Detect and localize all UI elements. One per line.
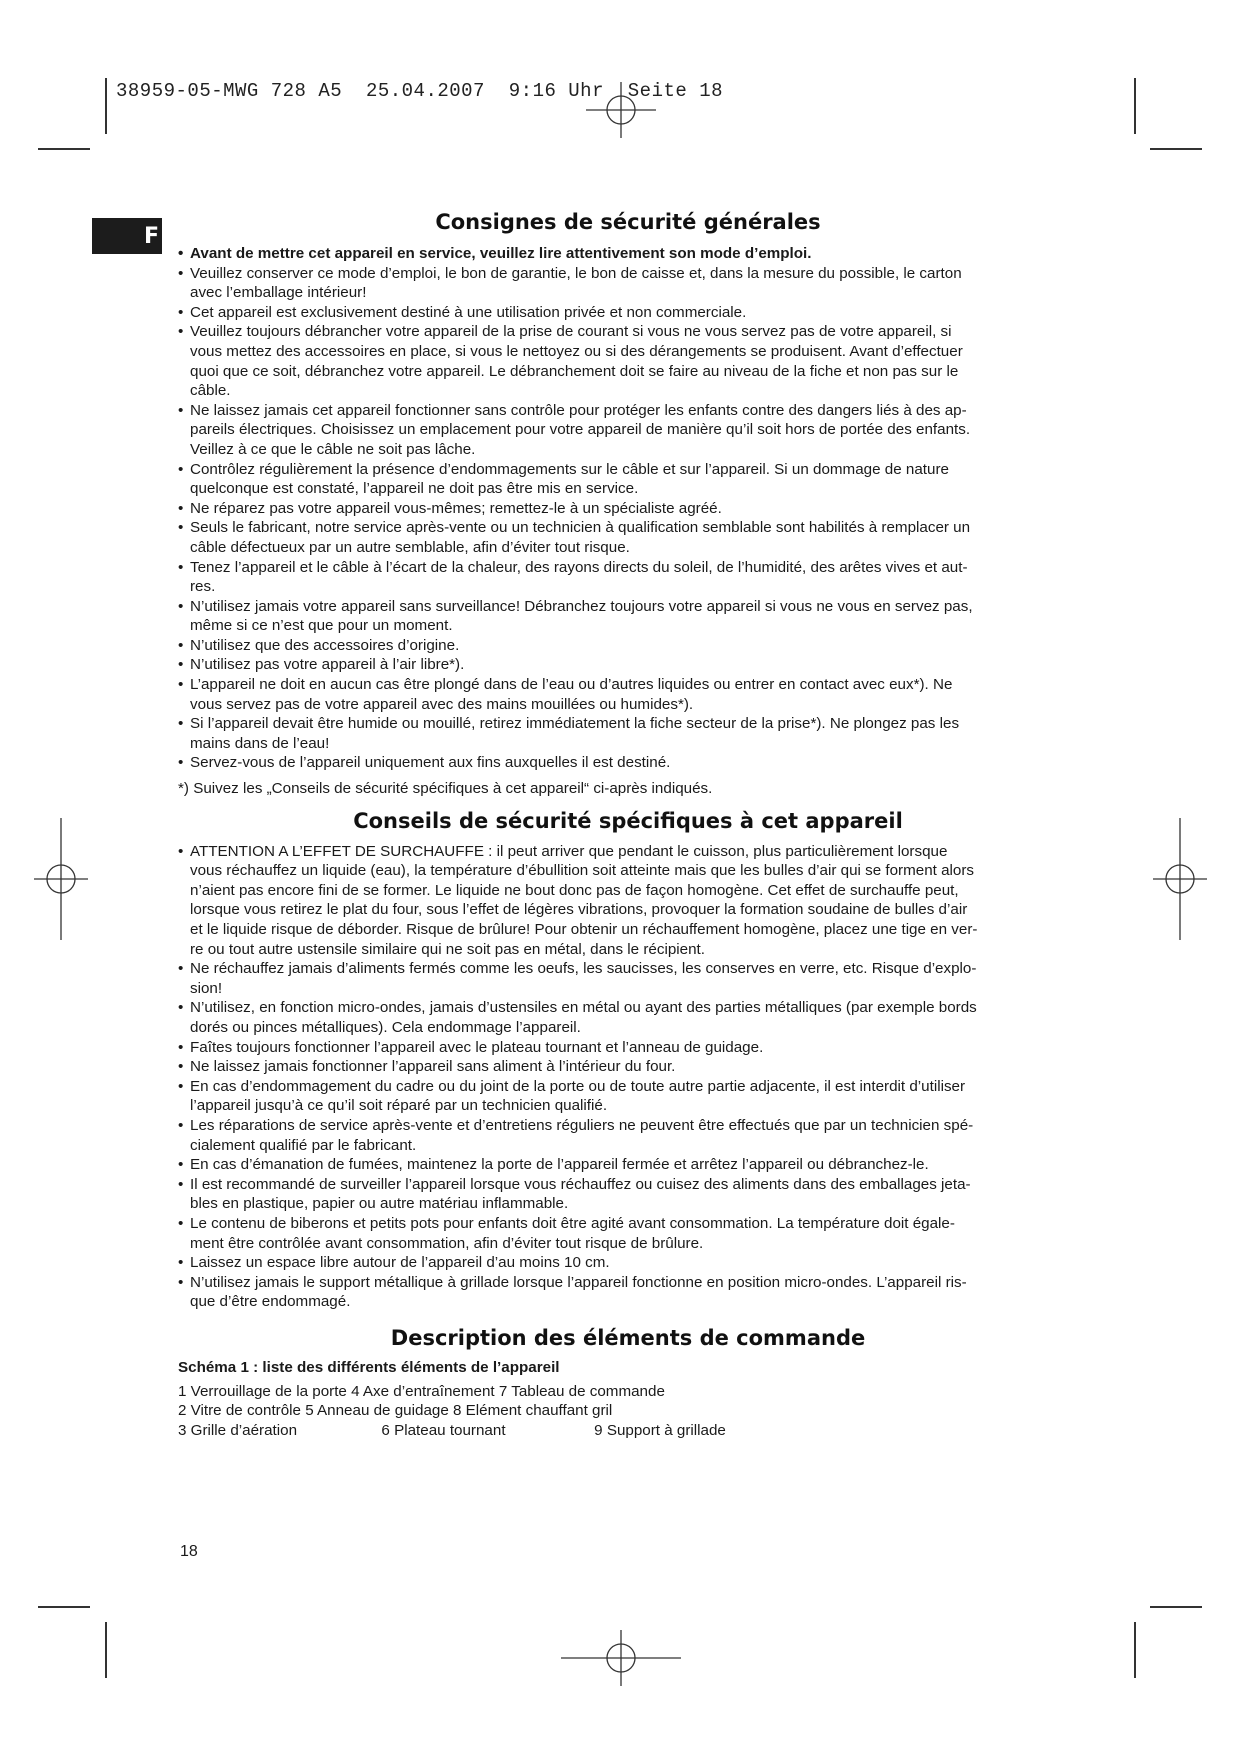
section-title-general-safety: Consignes de sécurité générales (435, 210, 821, 234)
text-line: • N’utilisez, en fonction micro-ondes, jamais d’ustensiles en métal ou ayant des parties métalliques (par exemple bords (178, 999, 977, 1017)
text-line: même si ce n’est que pour un moment. (190, 617, 453, 635)
schema-subtitle: Schéma 1 : liste des différents éléments de l’appareil (178, 1358, 560, 1376)
crop-mark (1150, 1606, 1202, 1608)
text-line: vous servez pas de votre appareil avec des mains mouillées ou humides*). (190, 695, 694, 713)
page-number: 18 (180, 1543, 198, 1560)
crop-mark (38, 148, 90, 150)
registration-mark-left (34, 818, 88, 940)
text-line: • Ne réchauffez jamais d’aliments fermés comme les oeufs, les saucisses, les conserves en verre, etc. Risque d’explo- (178, 960, 977, 978)
text-line: • Laissez un espace libre autour de l’appareil d’au moins 10 cm. (178, 1254, 610, 1272)
text-line: • Contrôlez régulièrement la présence d’endommagements sur le câble et sur l’appareil. Si un dommage de nature (178, 460, 949, 478)
text-line: sion! (190, 979, 223, 997)
text-line: quoi que ce soit, débranchez votre appareil. Le débranchement doit se faire au niveau de la fiche et non pas sur le (190, 362, 959, 380)
text-line: • Le contenu de biberons et petits pots pour enfants doit être agité avant consommation. La température doit égale- (178, 1214, 955, 1232)
crop-mark (1150, 148, 1202, 150)
section-title-specific-safety: Conseils de sécurité spécifiques à cet appareil (353, 808, 903, 833)
text-line: et le liquide risque de déborder. Risque de brûlure! Pour obtenir un réchauffement homogène, placez une tige en ver- (190, 921, 978, 938)
crop-mark (1134, 78, 1136, 134)
text-line: • Ne laissez jamais fonctionner l’appareil sans aliment à l’intérieur du four. (178, 1058, 676, 1076)
text-line: bles en plastique, papier ou autre matériau inflammable. (190, 1195, 569, 1213)
text-line: • Cet appareil est exclusivement destiné à une utilisation privée et non commerciale. (178, 303, 747, 321)
text-line: • N’utilisez jamais votre appareil sans surveillance! Débranchez toujours votre appareil si vous ne vous en servez pas, (178, 597, 973, 615)
registration-mark-right (1153, 818, 1207, 940)
text-line: vous réchauffez un liquide (eau), la température d’ébullition soit atteinte mais que les bulles d’air qui se forment alors (190, 862, 974, 880)
text-line: • Tenez l’appareil et le câble à l’écart de la chaleur, des rayons directs du soleil, de l’humidité, des arêtes vives et aut- (178, 558, 968, 576)
text-line: Veillez à ce que le câble ne soit pas lâche. (190, 440, 476, 458)
text-line: quelconque est constaté, l’appareil ne doit pas être mis en service. (190, 480, 639, 498)
text-line: • Il est recommandé de surveiller l’appareil lorsque vous réchauffez ou cuisez des aliments dans des emballages jeta- (178, 1175, 971, 1193)
text-line: • N’utilisez jamais le support métallique à grillade lorsque l’appareil fonctionne en position micro-ondes. L’appareil ris- (178, 1273, 967, 1291)
text-line: • Faîtes toujours fonctionner l’appareil avec le plateau tournant et l’anneau de guidage. (178, 1038, 764, 1056)
text-line: • Si l’appareil devait être humide ou mouillé, retirez immédiatement la fiche secteur de la prise*). Ne plongez pas les (178, 715, 960, 733)
text-line: cialement qualifié par le fabricant. (190, 1136, 417, 1154)
text-line: • Les réparations de service après-vente et d’entretiens réguliers ne peuvent être effectués que par un technicien spé- (178, 1116, 974, 1134)
crop-mark (1134, 1622, 1136, 1678)
text-line: avec l’emballage intérieur! (190, 284, 367, 302)
text-line: • ATTENTION A L’EFFET DE SURCHAUFFE : il peut arriver que pendant le cuisson, plus particulièrement lorsque (178, 842, 948, 860)
text-line: res. (190, 578, 216, 596)
text-line: • Servez-vous de l’appareil uniquement aux fins auxquelles il est destiné. (178, 754, 671, 772)
language-tab: F (92, 218, 162, 254)
text-line: • N’utilisez que des accessoires d’origine. (178, 636, 460, 654)
main-content (178, 210, 1078, 1441)
text-line: câble défectueux par un autre semblable, afin d’éviter tout risque. (190, 538, 630, 556)
crop-mark (38, 1606, 90, 1608)
text-line: • En cas d’émanation de fumées, maintenez la porte de l’appareil fermée et arrêtez l’appareil ou débranchez-le. (178, 1156, 929, 1174)
text-line: pareils électriques. Choisissez un emplacement pour votre appareil de manière qu’il soit hors de portée des enfants. (190, 421, 971, 439)
text-line: • Seuls le fabricant, notre service après-vente ou un technicien à qualification semblable sont habilités à remplacer un (178, 519, 971, 537)
text-line: ment être contrôlée avant consommation, afin d’éviter tout risque de brûlure. (190, 1234, 704, 1252)
crop-mark (105, 1622, 107, 1678)
controls-line: 1 Verrouillage de la porte 4 Axe d’entraînement 7 Tableau de commande (178, 1382, 665, 1400)
text-line: • N’utilisez pas votre appareil à l’air libre*). (178, 656, 465, 674)
text-line: dorés ou pinces métalliques). Cela endommage l’appareil. (190, 1018, 581, 1036)
controls-list (178, 1382, 1078, 1441)
registration-mark-top (586, 82, 656, 138)
general-safety-list (178, 244, 1078, 773)
text-line: • Veuillez toujours débrancher votre appareil de la prise de courant si vous ne vous servez pas de votre appareil, si (178, 323, 952, 341)
text-line: • Veuillez conserver ce mode d’emploi, le bon de garantie, le bon de caisse et, dans la mesure du possible, le carton (178, 264, 962, 282)
text-line: • En cas d’endommagement du cadre ou du joint de la porte ou de toute autre partie adjacente, il est interdit d’utiliser (178, 1077, 966, 1095)
text-line: re ou tout autre ustensile similaire qui ne soit pas en métal, dans le récipient. (190, 940, 705, 958)
registration-mark-bottom (561, 1630, 681, 1686)
text-line: • L’appareil ne doit en aucun cas être plongé dans de l’eau ou d’autres liquides ou entrer en contact avec eux*). Ne (178, 676, 953, 694)
text-line: mains dans de l’eau! (190, 734, 330, 752)
specific-safety-list (178, 842, 1078, 1312)
text-line: que d’être endommagé. (190, 1293, 351, 1311)
text-line: • Ne réparez pas votre appareil vous-mêmes; remettez-le à un spécialiste agréé. (178, 499, 722, 517)
crop-mark (105, 78, 107, 134)
text-line: lorsque vous retirez le plat du four, sous l’effet de légères vibrations, provoquer la formation soudaine de bulles d’air (190, 901, 968, 919)
text-line: • Ne laissez jamais cet appareil fonctionner sans contrôle pour protéger les enfants contre des dangers liés à des ap- (178, 401, 967, 419)
footnote: *) Suivez les „Conseils de sécurité spécifiques à cet appareil“ ci-après indiqués. (178, 780, 713, 798)
section-title-controls: Description des éléments de commande (390, 1325, 866, 1350)
controls-line: 3 Grille d’aération 6 Plateau tournant 9 Support à grillade (178, 1422, 726, 1440)
text-line: câble. (190, 382, 231, 400)
text-line: l’appareil jusqu’à ce qu’il soit réparé par un technicien qualifié. (190, 1097, 608, 1115)
text-line: • Avant de mettre cet appareil en service, veuillez lire attentivement son mode d’emploi. (178, 245, 812, 262)
text-line: n’aient pas encore fini de se former. Le liquide ne bout donc pas de façon homogène. Cet effet de surchauffe peut, (190, 881, 959, 899)
text-line: vous mettez des accessoires en place, si vous le nettoyez ou si des dérangements se produisent. Avant d’effectuer (190, 342, 963, 360)
controls-line: 2 Vitre de contrôle 5 Anneau de guidage 8 Elément chauffant gril (178, 1402, 613, 1420)
print-slug: 38959-05-MWG 728 A5 25.04.2007 9:16 Uhr Seite 18 (116, 80, 723, 102)
